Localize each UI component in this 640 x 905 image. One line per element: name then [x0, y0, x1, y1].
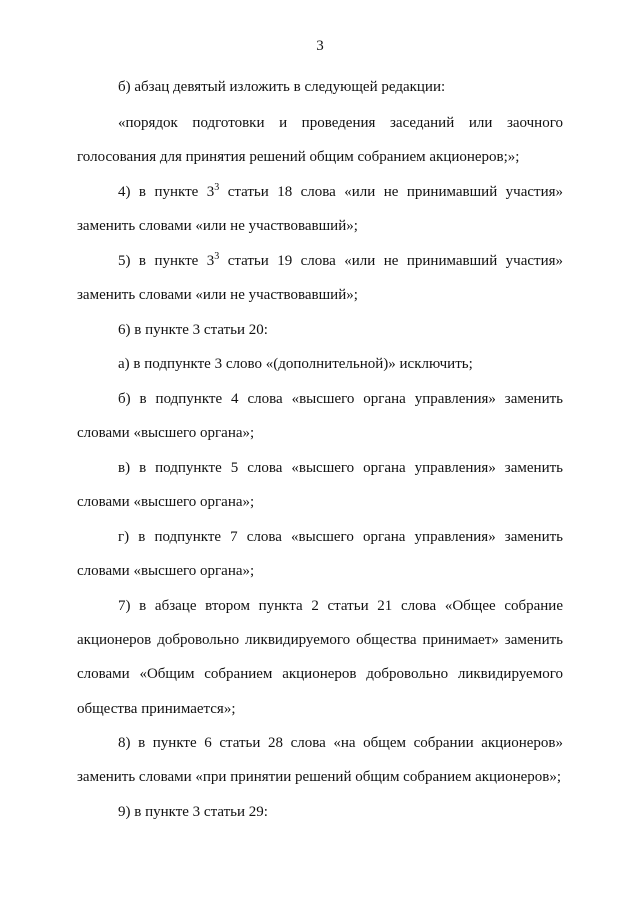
subitem-v-line1: в) в подпункте 5 слова «высшего органа управления» заменить: [118, 460, 563, 476]
item-5-line2: заменить словами «или не участвовавший»;: [77, 287, 358, 303]
subitem-b-line2: словами «высшего органа»;: [77, 425, 255, 441]
item-8-line1: 8) в пункте 6 статьи 28 слова «на общем собрании акционеров»: [118, 735, 563, 751]
item-7-line2: акционеров добровольно ликвидируемого общества принимает» заменить: [77, 632, 563, 648]
subitem-b-line1: б) в подпункте 4 слова «высшего органа управления» заменить: [118, 391, 563, 407]
item-8-line2: заменить словами «при принятии решений общим собранием акционеров»;: [77, 769, 562, 785]
subitem-v-line2: словами «высшего органа»;: [77, 494, 255, 510]
item-7-line3: словами «Общим собранием акционеров добровольно ликвидируемого: [77, 666, 563, 682]
item-4-suffix: статьи 18 слова «или не принимавший участия»: [219, 184, 563, 200]
item-7-line1: 7) в абзаце втором пункта 2 статьи 21 слова «Общее собрание: [118, 598, 563, 614]
item-9-line1: 9) в пункте 3 статьи 29:: [118, 804, 268, 820]
item-4-prefix: 4) в пункте 3: [118, 184, 215, 200]
subitem-g-line1: г) в подпункте 7 слова «высшего органа управления» заменить: [118, 529, 563, 545]
paragraph-b-line1: б) абзац девятый изложить в следующей редакции:: [118, 79, 446, 95]
subitem-g-line2: словами «высшего органа»;: [77, 563, 255, 579]
item-4-line1: [118, 183, 563, 203]
subitem-a-line1: а) в подпункте 3 слово «(дополнительной)» исключить;: [118, 356, 473, 372]
item-5-superscript: 3: [214, 251, 220, 262]
item-7-line4: общества принимается»;: [77, 701, 236, 717]
item-4-superscript: 3: [214, 182, 220, 193]
paragraph-quote-line1: «порядок подготовки и проведения заседаний или заочного: [118, 115, 563, 131]
item-4-line2: заменить словами «или не участвовавший»;: [77, 218, 358, 234]
item-6-line1: 6) в пункте 3 статьи 20:: [118, 322, 268, 338]
item-5-line1: [118, 252, 563, 272]
page-number: 3: [316, 38, 324, 54]
item-5-prefix: 5) в пункте 3: [118, 253, 215, 269]
item-5-suffix: статьи 19 слова «или не принимавший участия»: [219, 253, 563, 269]
paragraph-quote-line2: голосования для принятия решений общим собранием акционеров;»;: [77, 149, 520, 165]
